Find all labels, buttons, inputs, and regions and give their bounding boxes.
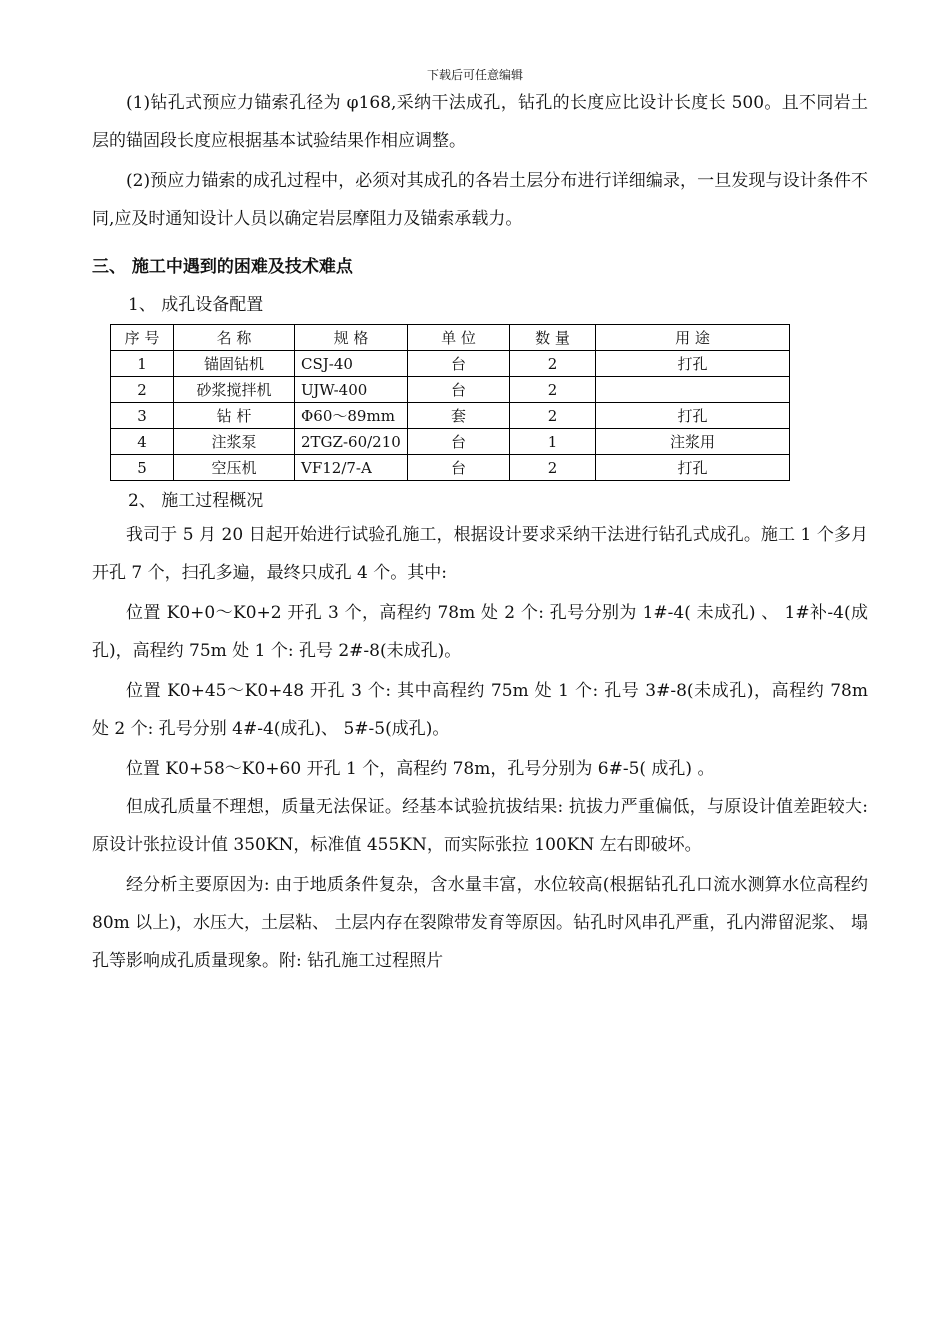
header-cell: 单 位 bbox=[408, 325, 510, 351]
table-cell: 台 bbox=[408, 351, 510, 377]
paragraph-1: (1)钻孔式预应力锚索孔径为 φ168,采纳干法成孔，钻孔的长度应比设计长度长 500。且不同岩土层的锚固段长度应根据基本试验结果作相应调整。 bbox=[92, 93, 868, 151]
paragraph-3: 我司于 5 月 20 日起开始进行试验孔施工，根据设计要求采纳干法进行钻孔式成孔。施工 1 个多月开孔 7 个，扫孔多遍，最终只成孔 4 个。其中: bbox=[92, 525, 868, 583]
table-cell: 台 bbox=[408, 377, 510, 403]
table-cell: 4 bbox=[111, 429, 174, 455]
table-row bbox=[111, 429, 790, 455]
table-cell: 锚固钻机 bbox=[174, 351, 295, 377]
table-cell: 套 bbox=[408, 403, 510, 429]
header-cell: 规 格 bbox=[295, 325, 408, 351]
table-header-row bbox=[111, 325, 790, 351]
table-cell bbox=[596, 377, 790, 403]
table-cell: 打孔 bbox=[596, 351, 790, 377]
header-cell: 用 途 bbox=[596, 325, 790, 351]
table-row bbox=[111, 351, 790, 377]
table-row bbox=[111, 377, 790, 403]
page-header: 下载后可任意编辑 bbox=[426, 68, 523, 82]
table-row bbox=[111, 403, 790, 429]
equipment-table bbox=[110, 324, 790, 481]
table-cell: 打孔 bbox=[596, 403, 790, 429]
table-cell: 2 bbox=[510, 403, 596, 429]
table-cell: 打孔 bbox=[596, 455, 790, 481]
table-cell: 2 bbox=[510, 351, 596, 377]
paragraph-5: 位置 K0+45～K0+48 开孔 3 个: 其中高程约 75m 处 1 个: 孔号 3#-8(未成孔)，高程约 78m 处 2 个: 孔号分别 4#-4(成孔)、 5#-5(成孔)。 bbox=[92, 681, 868, 739]
section-heading-3: 三、 施工中遇到的困难及技术难点 bbox=[92, 257, 353, 277]
table-cell: 3 bbox=[111, 403, 174, 429]
table-cell: 注浆泵 bbox=[174, 429, 295, 455]
table-cell: 2 bbox=[111, 377, 174, 403]
table-cell: 2 bbox=[510, 455, 596, 481]
header-cell: 数 量 bbox=[510, 325, 596, 351]
table-cell: UJW-400 bbox=[295, 377, 408, 403]
table-cell: VF12/7-A bbox=[295, 455, 408, 481]
table-cell: 台 bbox=[408, 429, 510, 455]
table-cell: 钻 杆 bbox=[174, 403, 295, 429]
paragraph-6: 位置 K0+58～K0+60 开孔 1 个，高程约 78m，孔号分别为 6#-5( 成孔) 。 bbox=[126, 759, 715, 779]
table-cell: 砂浆搅拌机 bbox=[174, 377, 295, 403]
paragraph-8: 经分析主要原因为: 由于地质条件复杂，含水量丰富，水位较高(根据钻孔孔口流水测算水位高程约 80m 以上)，水压大，土层粘、 土层内存在裂隙带发育等原因。钻孔时风串孔严重，孔内滞留泥浆、 塌孔等影响成孔质量现象。附: 钻孔施工过程照片 bbox=[92, 875, 868, 971]
paragraph-2: (2)预应力锚索的成孔过程中，必须对其成孔的各岩土层分布进行详细编录，一旦发现与设计条件不同,应及时通知设计人员以确定岩层摩阻力及锚索承载力。 bbox=[92, 171, 868, 229]
table-cell: 注浆用 bbox=[596, 429, 790, 455]
table-cell: 1 bbox=[111, 351, 174, 377]
table-cell: 5 bbox=[111, 455, 174, 481]
table-cell: 空压机 bbox=[174, 455, 295, 481]
table-cell: 2 bbox=[510, 377, 596, 403]
table-cell: 2TGZ-60/210 bbox=[295, 429, 408, 455]
subsection-heading-2: 2、 施工过程概况 bbox=[128, 491, 264, 511]
table-row bbox=[111, 455, 790, 481]
header-cell: 名 称 bbox=[174, 325, 295, 351]
header-cell: 序 号 bbox=[111, 325, 174, 351]
paragraph-7: 但成孔质量不理想，质量无法保证。经基本试验抗拔结果: 抗拔力严重偏低，与原设计值差距较大: 原设计张拉设计值 350KN，标准值 455KN，而实际张拉 100KN 左右即破坏。 bbox=[92, 797, 868, 855]
table-cell: Φ60～89mm bbox=[295, 403, 408, 429]
paragraph-4: 位置 K0+0～K0+2 开孔 3 个，高程约 78m 处 2 个: 孔号分别为 1#-4( 未成孔) 、 1#补-4(成孔)，高程约 75m 处 1 个: 孔号 2#-8(未成孔)。 bbox=[92, 603, 868, 661]
table-cell: CSJ-40 bbox=[295, 351, 408, 377]
subsection-heading-1: 1、 成孔设备配置 bbox=[128, 295, 264, 315]
table-cell: 台 bbox=[408, 455, 510, 481]
table-cell: 1 bbox=[510, 429, 596, 455]
